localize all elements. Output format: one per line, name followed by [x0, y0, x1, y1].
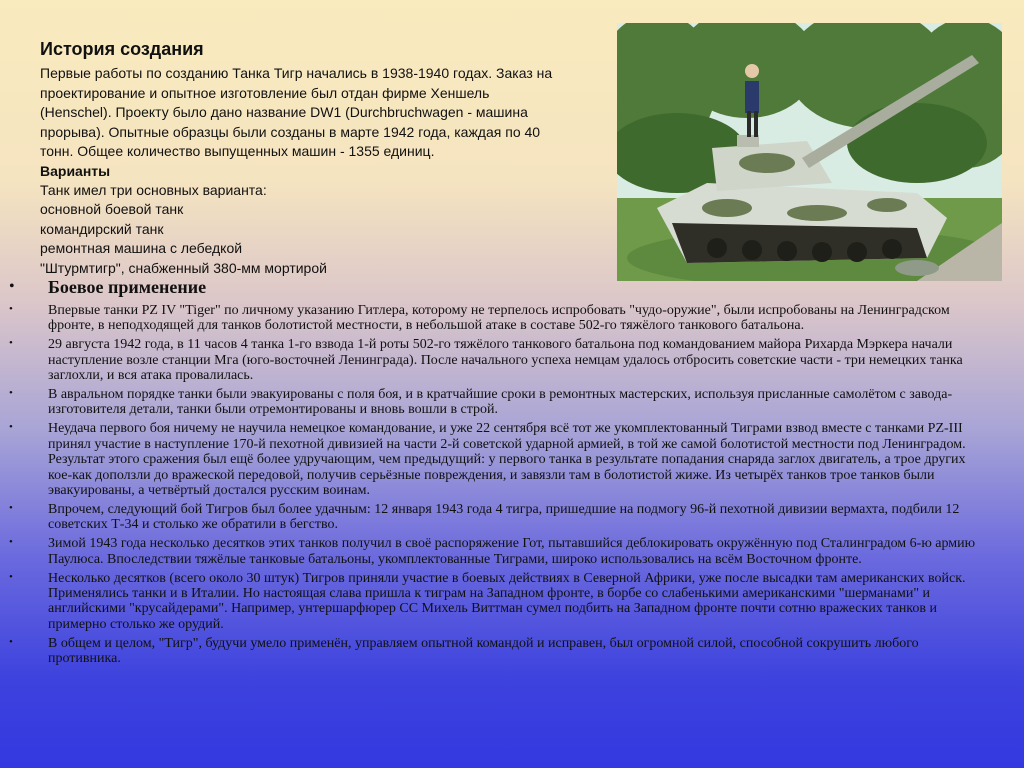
bullet-icon: •	[9, 536, 13, 549]
combat-item	[0, 571, 1024, 633]
combat-item-text: Впрочем, следующий бой Тигров был более удачным: 12 января 1943 года 4 тигра, пришедшие на подмогу 96-й пехотной дивизии вермахта, подбили 12 советских Т-34 и столько же обратили в бегство.	[48, 501, 960, 533]
bullet-icon: •	[9, 278, 15, 295]
combat-item	[0, 636, 1024, 667]
bullet-icon: •	[9, 387, 13, 400]
combat-item	[0, 387, 1024, 418]
history-section	[40, 38, 620, 278]
variant-item: командирский танк	[40, 220, 164, 237]
bullet-icon: •	[9, 337, 13, 350]
tiger-tank-photo	[617, 23, 1002, 281]
bullet-icon: •	[9, 635, 13, 648]
combat-item	[0, 502, 1024, 533]
variant-item: основной боевой танк	[40, 201, 184, 217]
combat-item	[0, 536, 1024, 567]
variants-intro: Танк имел три основных варианта:	[40, 181, 267, 198]
history-line: Первые работы по созданию Танка Тигр начались в 1938-1940 годах. Заказ на	[40, 65, 553, 81]
combat-item-text: В общем и целом, "Тигр", будучи умело применён, управляем опытной командой и исправен, был огромной силой, способной сокрушить любого противника.	[48, 635, 919, 667]
combat-item-text: 29 августа 1942 года, в 11 часов 4 танка 1-го взвода 1-й роты 502-го тяжёлого танкового батальона под командованием майора Рихарда Мэркера начали наступление возле станции Мга (юго-восточней Ленинграда). После начального успеха немцам удалось отбросить советские части - три немецких танка заглохли, и вся атака провалилась.	[48, 337, 963, 384]
combat-heading-row	[0, 276, 1024, 298]
combat-section	[0, 276, 1024, 670]
bullet-icon: •	[9, 570, 13, 583]
history-line: проектирование и опытное изготовление был отдан фирме Хеншель	[40, 84, 490, 101]
combat-item-text: Несколько десятков (всего около 30 штук) Тигров приняли участие в боевых действиях в Северной Африки, уже после высадки там американских войск. Применялись танки и в Италии. Но настоящая слава пришла к тиграм на Западном фронте, в борбе со слабенькими американскими "шерманами" и английскими "крусайдерами". Например, унтершарфюрер СС Михель Виттман сумел подбить на Западном фронте почти сотню вражеских танков и примерно столько же орудий.	[48, 570, 966, 632]
combat-item	[0, 421, 1024, 498]
history-title: История создания	[40, 39, 204, 59]
combat-heading: Боевое применение	[48, 277, 207, 297]
history-line: (Henschel). Проекту было дано название DW1 (Durchbruchwagen - машина	[40, 104, 528, 120]
bullet-icon: •	[9, 303, 13, 315]
variants-title: Варианты	[40, 162, 111, 179]
history-line: прорыва). Опытные образцы были созданы в марте 1942 года, каждая по 40	[40, 123, 541, 140]
history-line: тонн. Общее количество выпущенных машин - 1355 единиц.	[40, 143, 435, 159]
history-paragraph	[40, 64, 620, 162]
combat-item-text: Неудача первого боя ничему не научила немецкое командование, и уже 22 сентября всё тот же укомплектованный Тиграми взвод вместе с танками PZ-III принял участие в наступление 170-й пехотной дивизией на части 2-й советской ударной армией, в той же самой болотистой местности под Ленинградом. Результат этого сражения был ещё более удручающим, чем предыдущий: у первого танка в результате попадания снаряда заглох двигатель, а трое других кое-как доползли до вражеской передовой, получив серьёзные повреждения, и завязли там в болотистой жиже. Из четырёх танков трое танков были эвакуированы, а четвёртый достался русским воинам.	[48, 421, 966, 498]
combat-item	[0, 337, 1024, 383]
combat-item-text: В авральном порядке танки были эвакуированы с поля боя, и в кратчайшие сроки в ремонтных мастерских, используя присланные самолётом с завода-изготовителя детали, танки были отремонтированы и вновь вошли в строй.	[48, 387, 953, 418]
combat-item-text: Зимой 1943 года несколько десятков этих танков получил в своё распоряжение Гот, пытавшийся деблокировать окружённую под Сталинградом 6-ю армию Паулюса. Впоследствии тяжёлые танковые батальоны, укомплектованные Тиграми, широко использовались на всём Восточном фронте.	[48, 536, 976, 567]
combat-item	[0, 303, 1024, 334]
variant-item: "Штурмтигр", снабженный 380-мм мортирой	[40, 259, 327, 276]
bullet-icon: •	[9, 501, 13, 514]
bullet-icon: •	[9, 421, 13, 434]
combat-item-text: Впервые танки PZ IV "Tiger" по личному указанию Гитлера, которому не терпелось испробовать "чудо-оружие", были испробованы на Ленинградском фронте, в неподходящей для танков болотистой местности, в небольшой атаке в составе 502-го тяжёлого танкового батальона.	[48, 303, 950, 334]
variant-item: ремонтная машина с лебедкой	[40, 240, 243, 256]
